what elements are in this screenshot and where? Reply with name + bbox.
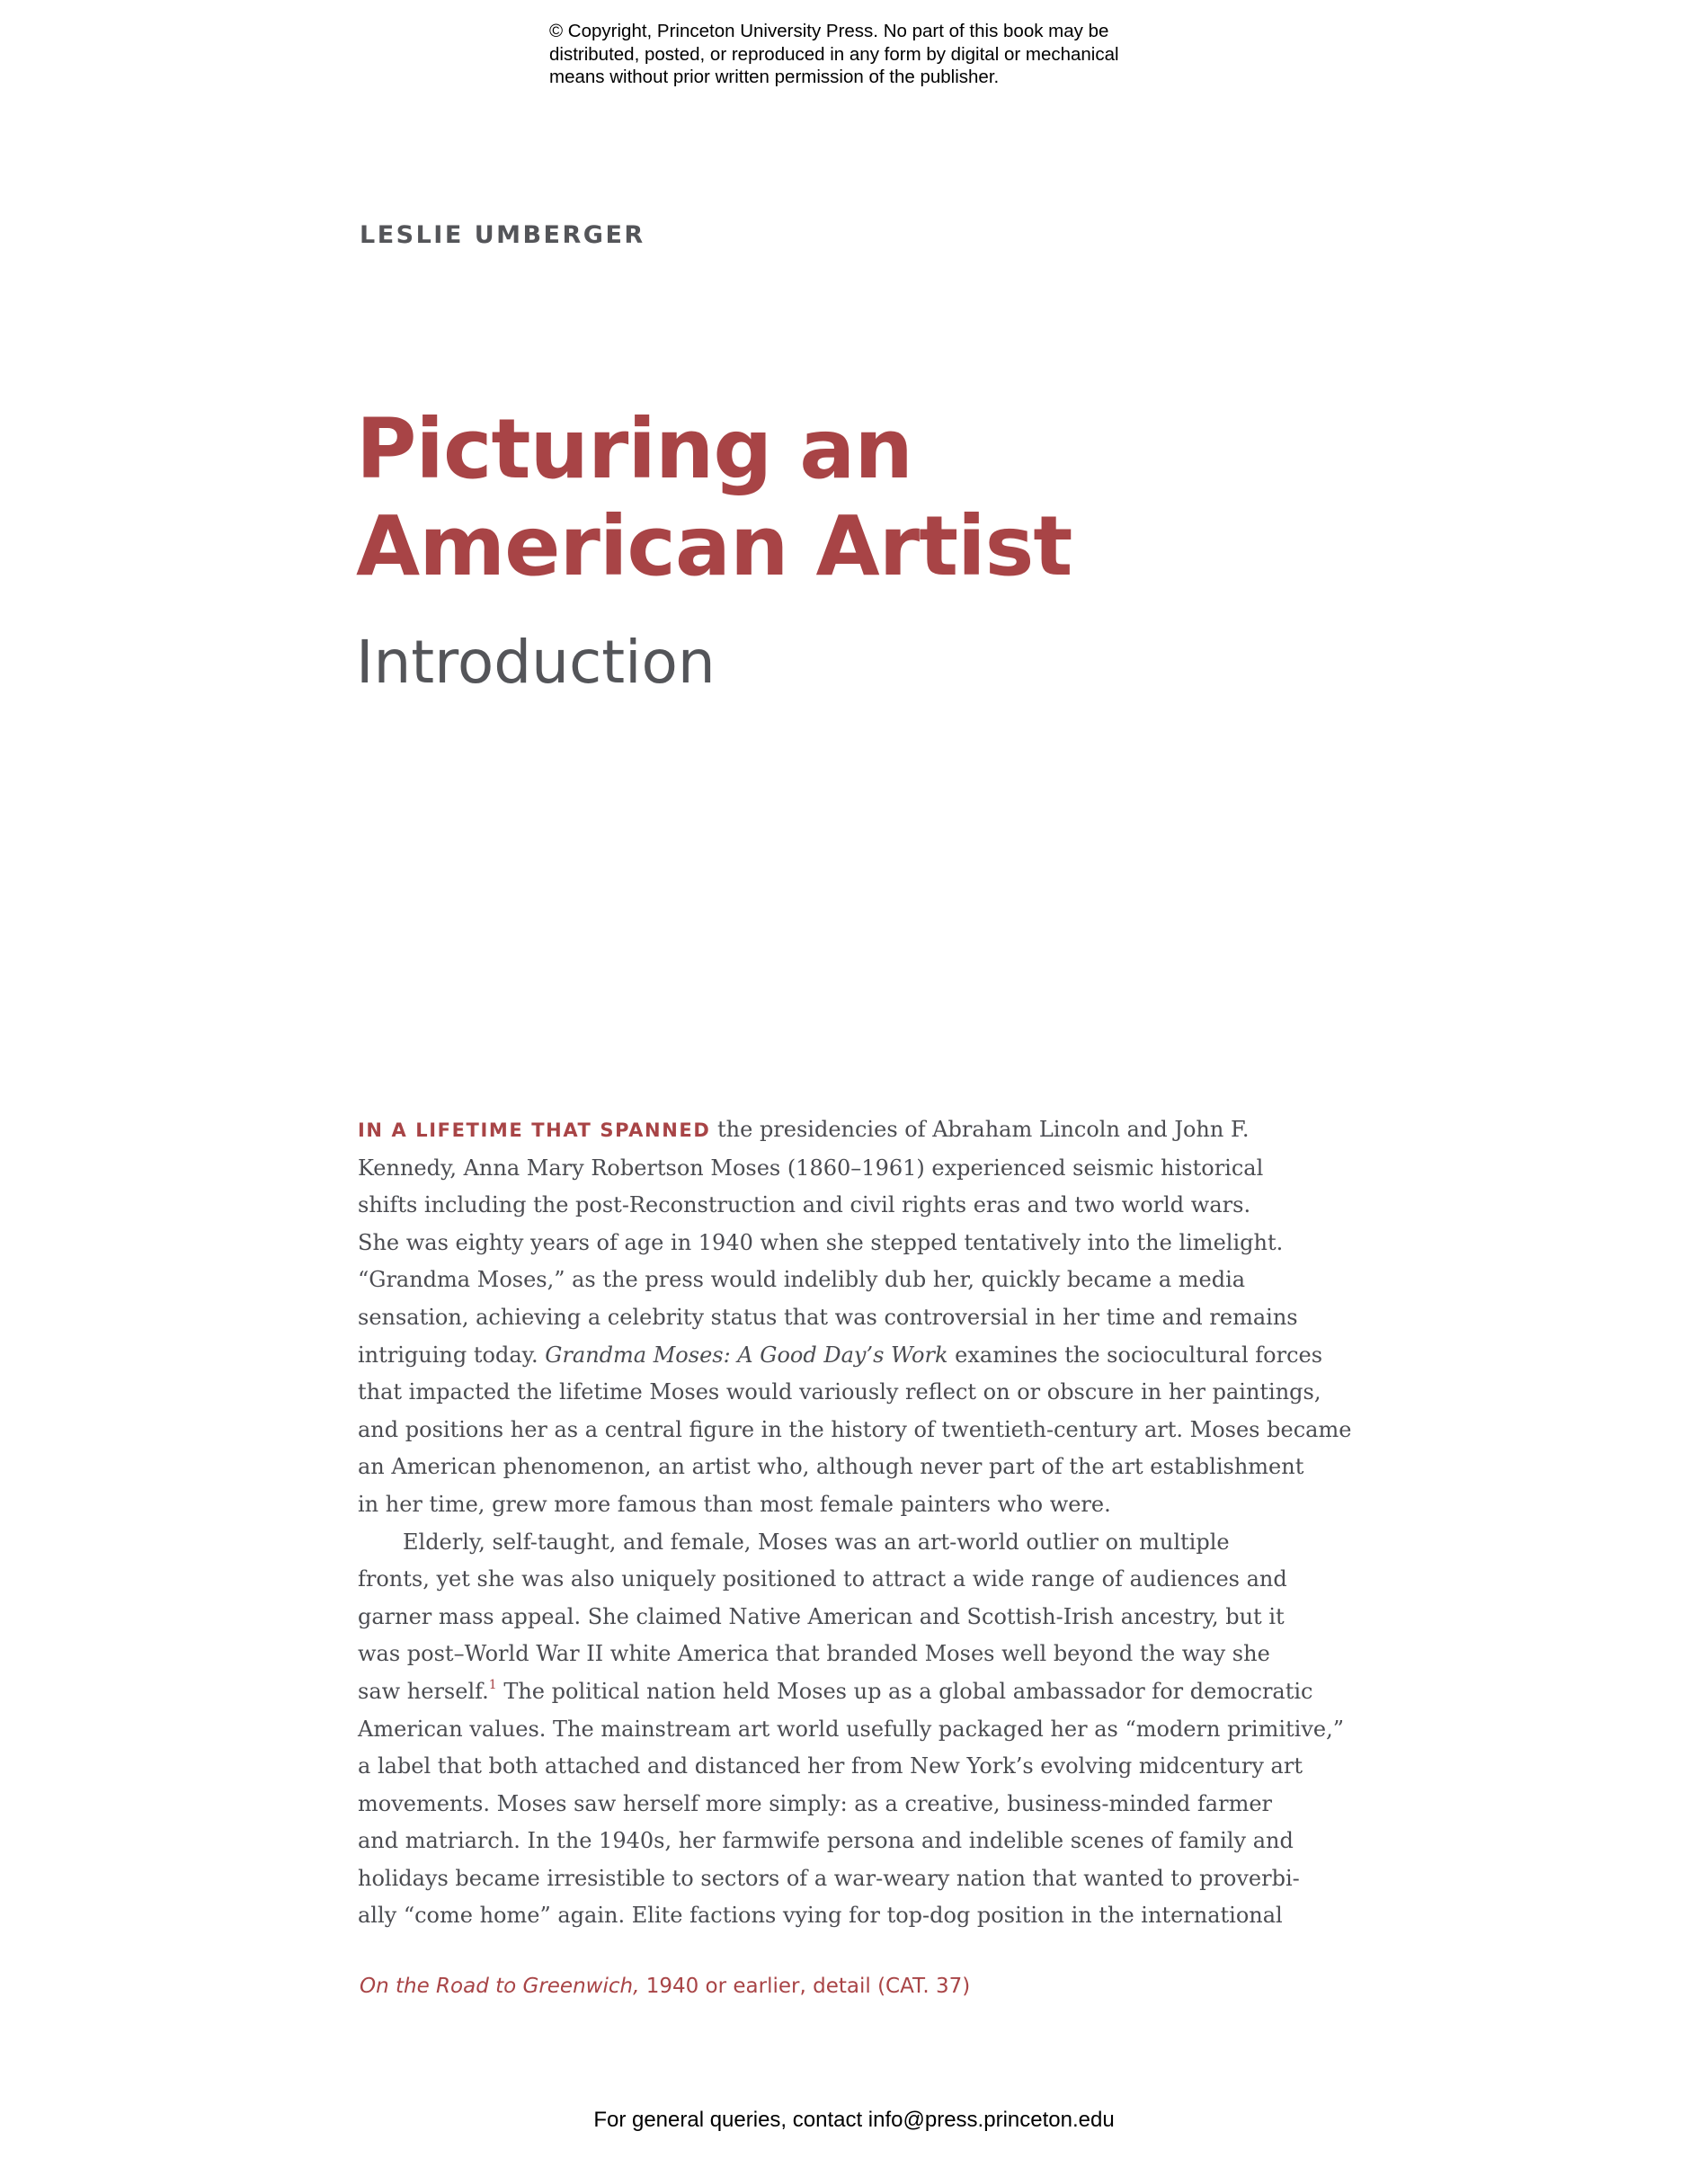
line-text: the presidencies of Abraham Lincoln and John F. xyxy=(710,1117,1250,1142)
paragraph-line: shifts including the post-Reconstruction and civil rights eras and two world wars. xyxy=(358,1192,1251,1218)
paragraph-line xyxy=(358,1337,1356,1375)
paragraph-line: holidays became irresistible to sectors of a war-weary nation that wanted to proverbi- xyxy=(358,1865,1300,1891)
paragraph-line: an American phenomenon, an artist who, although never part of the art establishment xyxy=(358,1454,1304,1480)
artwork-title: On the Road to Greenwich, xyxy=(360,1975,640,1998)
line-text: intriguing today. xyxy=(358,1342,546,1368)
chapter-title-line: Picturing an xyxy=(356,401,912,497)
paragraph-line: garner mass appeal. She claimed Native American and Scottish-Irish ancestry, but it xyxy=(358,1603,1285,1629)
copyright-line: distributed, posted, or reproduced in any form by digital or mechanical xyxy=(549,43,1119,65)
copyright-line: means without prior written permission of the publisher. xyxy=(549,67,1000,87)
footnote-marker[interactable]: 1 xyxy=(488,1677,497,1692)
paragraph-line: Elderly, self-taught, and female, Moses was an art-world outlier on multiple xyxy=(403,1529,1230,1555)
body-text xyxy=(358,1111,1356,1935)
paragraph-line: fronts, yet she was also uniquely positioned to attract a wide range of audiences and xyxy=(358,1566,1287,1592)
paragraph-line: and matriarch. In the 1940s, her farmwife persona and indelible scenes of family and xyxy=(358,1828,1294,1854)
figure-caption xyxy=(360,1975,970,1998)
chapter-subtitle: Introduction xyxy=(356,628,716,697)
chapter-title-line: American Artist xyxy=(356,498,1072,594)
line-text: saw herself. xyxy=(358,1678,489,1704)
caption-details: 1940 or earlier, detail (CAT. 37) xyxy=(639,1975,971,1998)
paragraph-line: Kennedy, Anna Mary Robertson Moses (1860–1961) experienced seismic historical xyxy=(358,1155,1264,1181)
paragraph-line: “Grandma Moses,” as the press would indelibly dub her, quickly became a media xyxy=(358,1267,1246,1293)
copyright-line: © Copyright, Princeton University Press. No part of this book may be xyxy=(549,21,1109,41)
line-text: examines the sociocultural forces xyxy=(947,1342,1323,1368)
paragraph-line: ally “come home” again. Elite factions vying for top-dog position in the international xyxy=(358,1903,1283,1929)
paragraph-line: movements. Moses saw herself more simply: as a creative, business-minded farmer xyxy=(358,1790,1273,1816)
author-name: LESLIE UMBERGER xyxy=(360,221,645,249)
footer-contact: For general queries, contact info@press.princeton.edu xyxy=(593,2108,1115,2132)
chapter-title xyxy=(356,401,1072,595)
copyright-notice xyxy=(549,20,1196,89)
paragraph-line: that impacted the lifetime Moses would variously reflect on or obscure in her paintings, xyxy=(358,1379,1321,1405)
line-text: The political nation held Moses up as a global ambassador for democratic xyxy=(496,1678,1313,1704)
book-title: Grandma Moses: A Good Day’s Work xyxy=(545,1342,948,1368)
paragraph-line xyxy=(358,1673,1356,1711)
paragraph-line: and positions her as a central figure in the history of twentieth-century art. Moses became xyxy=(358,1416,1352,1442)
paragraph-line: sensation, achieving a celebrity status that was controversial in her time and remains xyxy=(358,1304,1298,1330)
lead-in-text: IN A LIFETIME THAT SPANNED xyxy=(358,1119,711,1141)
paragraph-line: a label that both attached and distanced her from New York’s evolving midcentury art xyxy=(358,1753,1303,1779)
paragraph-line: American values. The mainstream art world usefully packaged her as “modern primitive,” xyxy=(358,1716,1344,1742)
paragraph-line: She was eighty years of age in 1940 when she stepped tentatively into the limelight. xyxy=(358,1229,1284,1255)
paragraph-line xyxy=(358,1111,1356,1150)
paragraph-line: was post–World War II white America that branded Moses well beyond the way she xyxy=(358,1641,1270,1667)
paragraph-line: in her time, grew more famous than most female painters who were. xyxy=(358,1491,1111,1517)
